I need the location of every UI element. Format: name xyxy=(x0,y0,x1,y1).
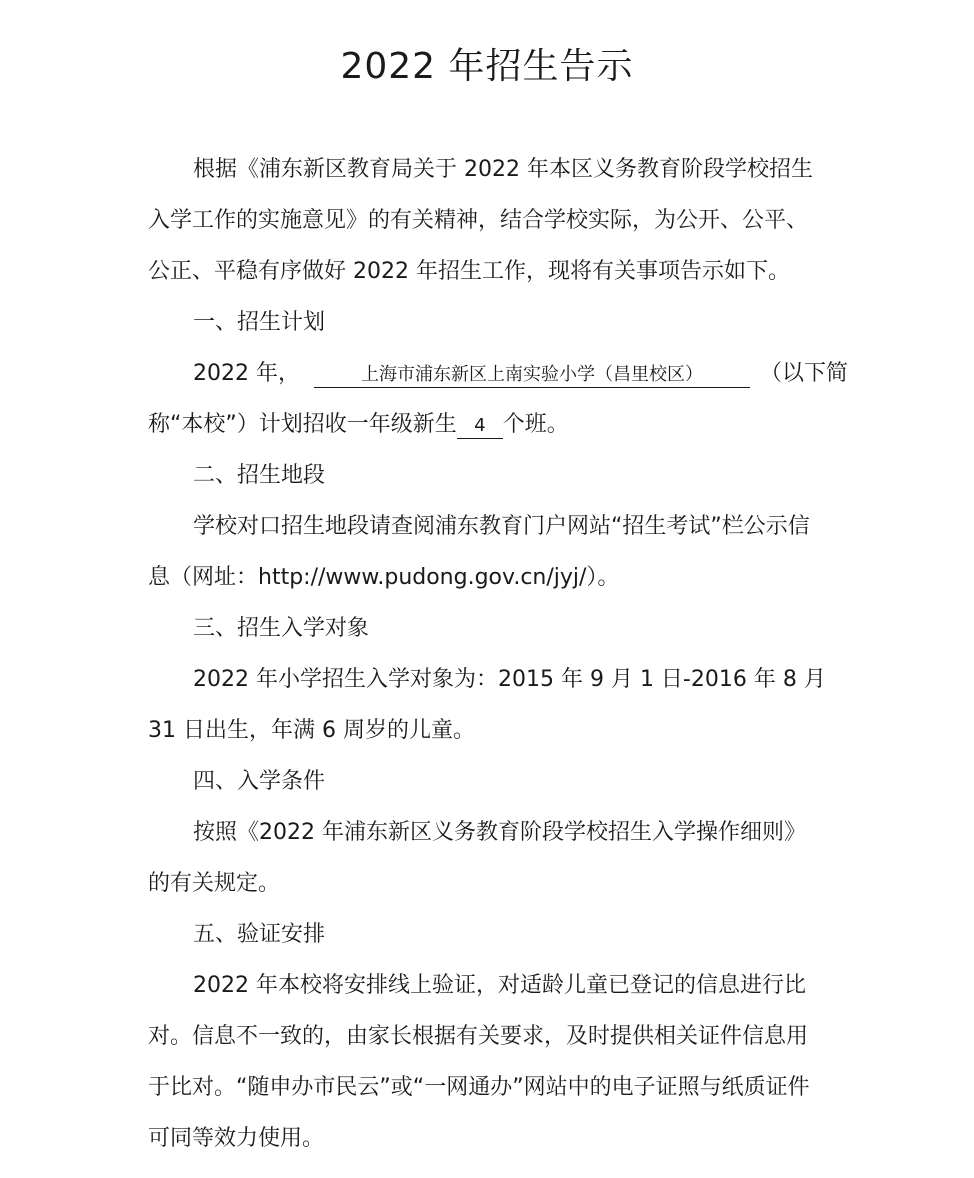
page-title: 2022 年招生告示 xyxy=(340,46,634,87)
section-heading-verification: 五、验证安排 xyxy=(193,922,326,947)
intro-line-3: 公正、平稳有序做好 2022 年招生工作，现将有关事项告示如下。 xyxy=(148,259,790,284)
verification-line-4: 可同等效力使用。 xyxy=(148,1126,325,1151)
enrollment-line1-suffix: （以下简 xyxy=(759,361,848,386)
verification-line-1: 2022 年本校将安排线上验证，对适龄儿童已登记的信息进行比 xyxy=(193,973,806,998)
section-heading-eligible-children: 三、招生入学对象 xyxy=(193,616,370,641)
eligible-children-line-2: 31 日出生，年满 6 周岁的儿童。 xyxy=(148,718,475,743)
verification-line-3: 于比对。“随申办市民云”或“一网通办”网站中的电子证照与纸质证件 xyxy=(148,1075,810,1100)
admission-conditions-line-1: 按照《2022 年浦东新区义务教育阶段学校招生入学操作细则》 xyxy=(193,820,806,845)
section-heading-admission-conditions: 四、入学条件 xyxy=(193,769,326,794)
eligible-children-line-1: 2022 年小学招生入学对象为：2015 年 9 月 1 日-2016 年 8 月 xyxy=(193,667,826,692)
enrollment-year-prefix: 2022 年， xyxy=(193,361,300,386)
enrollment-plan-line-1 xyxy=(193,359,848,389)
enrollment-line2-prefix: 称“本校”）计划招收一年级新生 xyxy=(148,412,457,437)
intro-line-2: 入学工作的实施意见》的有关精神，结合学校实际，为公开、公平、 xyxy=(148,208,809,233)
intro-line-1: 根据《浦东新区教育局关于 2022 年本区义务教育阶段学校招生 xyxy=(193,157,813,182)
admission-conditions-line-2: 的有关规定。 xyxy=(148,871,281,896)
enrollment-plan-line-2 xyxy=(148,410,569,440)
enrollment-line2-suffix: 个班。 xyxy=(502,412,569,437)
section-heading-enrollment-plan: 一、招生计划 xyxy=(193,310,326,335)
enrollment-area-line-2: 息（网址：http://www.pudong.gov.cn/jyj/）。 xyxy=(148,565,620,590)
section-heading-enrollment-area: 二、招生地段 xyxy=(193,463,326,488)
enrollment-area-line-1: 学校对口招生地段请查阅浦东教育门户网站“招生考试”栏公示信 xyxy=(193,514,810,539)
verification-line-2: 对。信息不一致的，由家长根据有关要求，及时提供相关证件信息用 xyxy=(148,1024,809,1049)
class-count-field: 4 xyxy=(457,414,503,439)
school-name-field: 上海市浦东新区上南实验小学（昌里校区） xyxy=(314,363,750,388)
